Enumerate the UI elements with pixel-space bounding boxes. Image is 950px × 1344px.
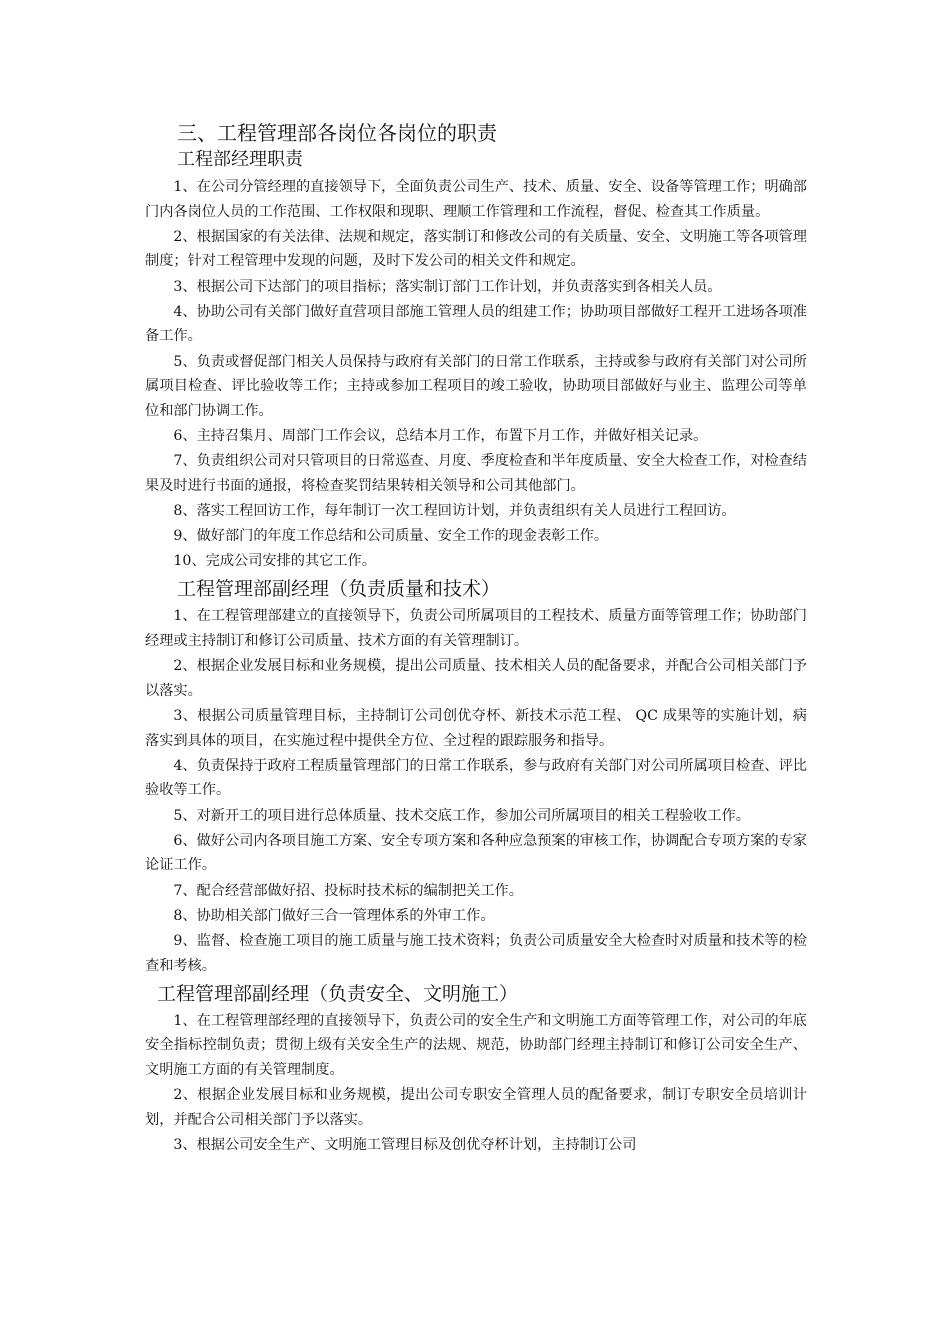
paragraph: 10、完成公司安排的其它工作。 [173,553,376,570]
paragraph: 5、对新开工的项目进行总体质量、技术交底工作，参加公司所属项目的相关工程验收工作。 [173,807,750,824]
paragraph: 2、根据企业发展目标和业务规模，提出公司专职安全管理人员的配备要求，制订专职安全员培训计划，并配合公司相关部门予以落实。 [145,1087,807,1128]
paragraph: 1、在公司分管经理的直接领导下，全面负责公司生产、技术、质量、安全、设备等管理工作；明确部门内各岗位人员的工作范围、工作权限和现职、理顺工作管理和工作流程，督促、检查其工作质量。 [145,179,807,220]
paragraph: 4、负责保持于政府工程质量管理部门的日常工作联系，参与政府有关部门对公司所属项目检查、评比验收等工作。 [145,757,807,799]
paragraph: 4、协助公司有关部门做好直营项目部施工管理人员的组建工作；协助项目部做好工程开工进场各项准备工作。 [145,303,807,345]
paragraph: 6、主持召集月、周部门工作会议，总结本月工作，布置下月工作，并做好相关记录。 [173,427,708,444]
section-heading-deputy-safety: 工程管理部副经理（负责安全、文明施工） [157,982,519,1005]
paragraph: 2、根据企业发展目标和业务规模，提出公司质量、技术相关人员的配备要求，并配合公司相关部门予以落实。 [145,658,807,699]
paragraph: 3、根据公司下达部门的项目指标；落实制订部门工作计划，并负责落实到各相关人员。 [173,278,722,295]
paragraph: 7、配合经营部做好招、投标时技术标的编制把关工作。 [173,882,523,899]
paragraph: 9、监督、检查施工项目的施工质量与施工技术资料；负责公司质量安全大检查时对质量和技术等的检查和考核。 [145,932,807,974]
paragraph: 1、在工程管理部经理的直接领导下，负责公司的安全生产和文明施工方面等管理工作，对公司的年底安全指标控制负责；贯彻上级有关安全生产的法规、规范，协助部门经理主持制订和修订公司安全生产、文明施工方面的有关管理制度。 [145,1012,807,1078]
paragraph: 3、根据公司质量管理目标，主持制订公司创优夺杯、新技术示范工程、 QC 成果等的实施计划，病落实到具体的项目，在实施过程中提供全方位、全过程的跟踪服务和指导。 [145,708,807,749]
section-heading-manager: 工程部经理职责 [177,149,303,170]
paragraph: 6、做好公司内各项目施工方案、安全专项方案和各种应急预案的审核工作，协调配合专项方案的专家论证工作。 [145,832,807,874]
paragraph: 5、负责或督促部门相关人员保持与政府有关部门的日常工作联系，主持或参与政府有关部门对公司所属项目检查、评比验收等工作；主持或参加工程项目的竣工验收，协助项目部做好与业主、监理公司等单位和部门协调工作。 [145,353,807,419]
document-page [145,118,807,1158]
section-heading-deputy-quality: 工程管理部副经理（负责质量和技术） [177,578,501,601]
paragraph: 8、落实工程回访工作，每年制订一次工程回访计划，并负责组织有关人员进行工程回访。 [173,502,736,519]
paragraph: 8、协助相关部门做好三合一管理体系的外审工作。 [173,907,495,924]
document-title: 三、工程管理部各岗位各岗位的职责 [177,121,497,145]
paragraph: 7、负责组织公司对只管项目的日常巡查、月度、季度检查和半年度质量、安全大检查工作，对检查结果及时进行书面的通报，将检查奖罚结果转相关领导和公司其他部门。 [145,453,807,494]
paragraph: 1、在工程管理部建立的直接领导下，负责公司所属项目的工程技术、质量方面等管理工作；协助部门经理或主持制订和修订公司质量、技术方面的有关管理制订。 [145,608,807,650]
paragraph: 2、根据国家的有关法律、法规和规定，落实制订和修改公司的有关质量、安全、文明施工等各项管理制度；针对工程管理中发现的问题，及时下发公司的相关文件和规定。 [145,228,807,270]
paragraph: 9、做好部门的年度工作总结和公司质量、安全工作的现金表彰工作。 [173,528,609,545]
paragraph: 3、根据公司安全生产、文明施工管理目标及创优夺杯计划，主持制订公司 [173,1136,637,1153]
